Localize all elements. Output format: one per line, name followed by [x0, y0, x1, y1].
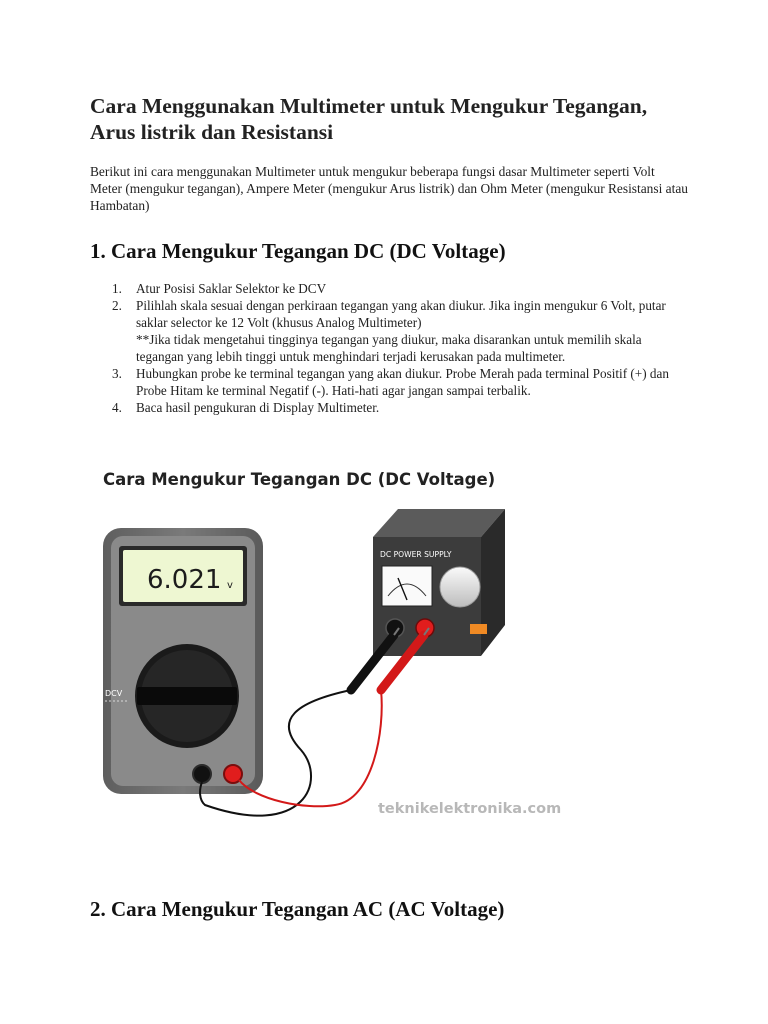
step-number: 1.	[112, 281, 122, 296]
psu-label: DC POWER SUPPLY	[380, 550, 452, 559]
selector-label-dcv: DCV	[105, 689, 123, 698]
step-number: 4.	[112, 400, 122, 415]
intro-paragraph: Berikut ini cara menggunakan Multimeter untuk mengukur beberapa fungsi dasar Multimeter seperti Volt Meter (mengukur tegangan), Ampere Meter (mengukur Arus listrik) dan Ohm Meter (mengukur Resistansi atau Hambatan)	[90, 164, 688, 213]
step-number: 3.	[112, 366, 122, 381]
selector-pointer	[137, 687, 237, 705]
multimeter	[103, 528, 263, 794]
section-2-heading: 2. Cara Mengukur Tegangan AC (AC Voltage)	[90, 897, 505, 921]
step-text: Pilihlah skala sesuai dengan perkiraan tegangan yang akan diukur. Jika ingin mengukur 6 Volt, putar saklar selector ke 12 Volt (khusus Analog Multimeter)	[136, 298, 666, 330]
dc-voltage-steps-list	[90, 280, 690, 416]
step-text: Hubungkan probe ke terminal tegangan yang akan diukur. Probe Merah pada terminal Positif (+) dan Probe Hitam ke terminal Negatif (-). Hati-hati agar jangan sampai terbalik.	[136, 366, 669, 398]
figure-caption: Cara Mengukur Tegangan DC (DC Voltage)	[103, 470, 496, 489]
step-number: 2.	[112, 298, 122, 313]
step-item	[90, 365, 690, 399]
step-item	[90, 297, 690, 365]
psu-knob	[440, 567, 480, 607]
lcd-unit: v	[227, 580, 233, 591]
step-item	[90, 280, 690, 297]
psu-indicator-light	[470, 624, 487, 634]
dc-voltage-measurement-illustration	[95, 460, 675, 840]
step-note: **Jika tidak mengetahui tingginya tegangan yang diukur, maka disarankan untuk memilih skala tegangan yang lebih tinggi untuk menghindari terjadi kerusakan pada multimeter.	[136, 332, 642, 364]
black-jack	[193, 765, 211, 783]
document-title: Cara Menggunakan Multimeter untuk Mengukur Tegangan, Arus listrik dan Resistansi	[90, 94, 648, 144]
step-text: Atur Posisi Saklar Selektor ke DCV	[136, 281, 327, 296]
watermark-text: teknikelektronika.com	[378, 801, 562, 817]
section-1-heading: 1. Cara Mengukur Tegangan DC (DC Voltage)	[90, 239, 506, 263]
step-item	[90, 399, 690, 416]
lcd-reading: 6.021	[147, 565, 222, 595]
step-text: Baca hasil pengukuran di Display Multimeter.	[136, 400, 380, 415]
